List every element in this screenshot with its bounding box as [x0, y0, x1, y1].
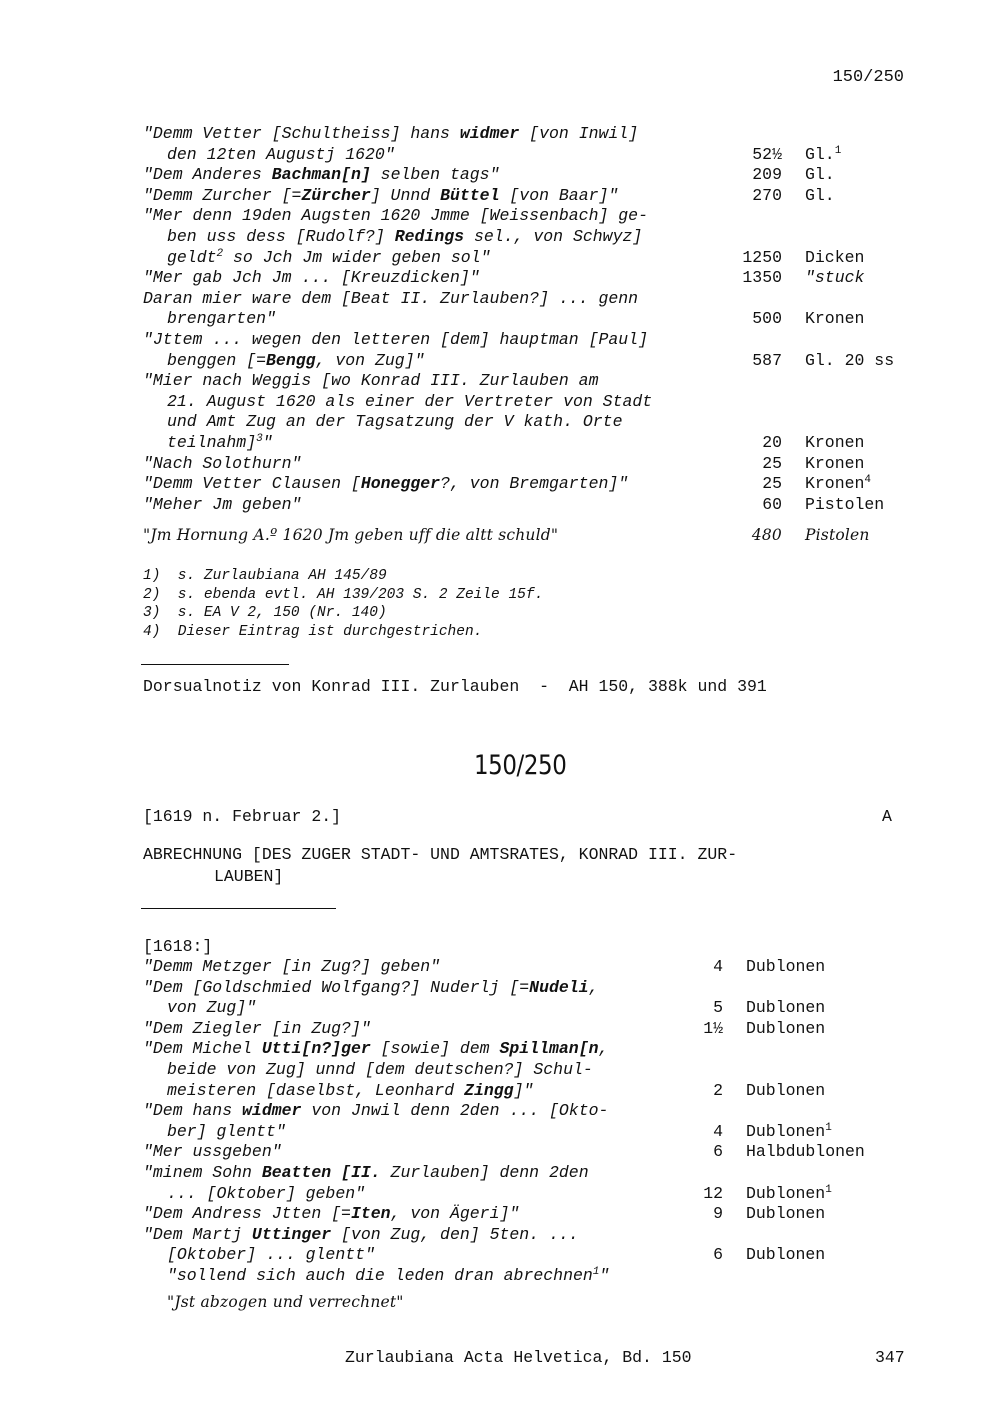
emphasized-name: Büttel: [440, 185, 500, 205]
year-label: [1618:]: [143, 937, 213, 956]
footnote: 3) s. EA V 2, 150 (Nr. 140): [143, 605, 387, 622]
footnote-ref: 3: [256, 433, 263, 445]
footer-page-number: 347: [875, 1348, 905, 1367]
entry-unit: Dublonen: [746, 957, 826, 976]
emphasized-name: Zingg: [464, 1080, 514, 1100]
entry-text: "Dem Andress Jtten [=Iten, von Ägeri]": [143, 1204, 520, 1224]
heading-line-2: LAUBEN]: [214, 867, 284, 886]
entry-text: [Oktober] ... glentt": [167, 1245, 375, 1265]
footnote: 1) s. Zurlaubiana AH 145/89: [143, 568, 387, 584]
entry-unit: Dublonen: [746, 1018, 826, 1038]
entry-text: "Mer denn 19den Augsten 1620 Jmme [Weissenbach] ge-: [143, 206, 648, 226]
entry-unit: Dublonen: [746, 1245, 826, 1265]
entry-text: "Dem Michel Utti[n?]ger [sowie] dem Spillman[n,: [143, 1039, 609, 1059]
entry-unit: Dublonen: [746, 1204, 826, 1224]
entry-unit: Gl.: [805, 185, 835, 205]
struck-entry-text: "Jm Hornung A.º 1620 Jm geben uff die altt schuld": [143, 526, 559, 544]
footnote-ref: 1: [834, 144, 842, 157]
entry-amount: 1½: [703, 1018, 723, 1038]
footer-publication: Zurlaubiana Acta Helvetica, Bd. 150: [345, 1348, 692, 1367]
footnote-ref: 2: [216, 247, 224, 260]
footnote: 4) Dieser Eintrag ist durchgestrichen.: [143, 623, 483, 640]
entry-amount: 270: [752, 185, 782, 205]
dorsal-note: Dorsualnotiz von Konrad III. Zurlauben - AH 150, 388k und 391: [143, 677, 767, 696]
heading-rule: [141, 908, 336, 909]
entry-amount: 6: [713, 1142, 723, 1162]
entry-unit: Dublonen$^1$: [746, 1121, 832, 1141]
struck-entry-unit: Pistolen: [805, 526, 870, 544]
entry-text: teilnahm]$^3$": [167, 433, 273, 452]
entry-amount: 12: [703, 1183, 723, 1203]
entry-text: beide von Zug] unnd [dem deutschen?] Schul-: [167, 1060, 593, 1079]
emphasized-name: Beatten [II.: [261, 1163, 381, 1182]
entry-unit: Pistolen: [805, 494, 885, 514]
struck-line: "Jst abzogen und verrechnet": [167, 1293, 404, 1311]
document-date: [1619 n. Februar 2.]: [143, 807, 342, 826]
entry-text: "Nach Solothurn": [143, 453, 302, 473]
emphasized-name: Bengg: [266, 350, 316, 370]
emphasized-name: Bachman[n]: [271, 165, 371, 185]
entry-text: "Dem Anderes Bachman[n] selben tags": [143, 165, 500, 185]
entry-unit: Kronen: [805, 453, 865, 473]
entry-amount: 60: [762, 494, 782, 514]
entry-unit: Kronen: [805, 433, 865, 452]
entry-text: geldt$^2$ so Jch Jm wider geben sol": [167, 247, 491, 267]
footnote: 2) s. ebenda evtl. AH 139/203 S. 2 Zeile 15f.: [143, 586, 544, 603]
entry-amount: 1350: [742, 268, 782, 288]
emphasized-name: Redings: [394, 227, 465, 246]
entry-amount: 4: [713, 1121, 723, 1141]
emphasized-name: widmer: [242, 1101, 302, 1121]
entry-text: benggen [=Bengg, von Zug]": [167, 350, 425, 370]
entry-unit: Dicken: [805, 247, 865, 267]
entry-text: "Jttem ... wegen den letteren [dem] hauptman [Paul]: [143, 330, 648, 349]
entry-text: "Dem [Goldschmied Wolfgang?] Nuderlj [=Nudeli,: [143, 977, 599, 997]
footnote-ref: 1: [592, 1266, 600, 1278]
entry-text: "Demm Vetter Clausen [Honegger?, von Bremgarten]": [143, 474, 629, 494]
entry-amount: 1250: [742, 247, 782, 267]
entry-text: Daran mier ware dem [Beat II. Zurlauben?] ... genn: [143, 288, 639, 308]
entry-text: "minem Sohn Beatten [II. Zurlauben] denn 2den: [143, 1163, 589, 1182]
document-marker: A: [882, 807, 892, 826]
divider-rule: [141, 664, 289, 665]
entry-text: ben uss dess [Rudolf?] Redings sel., von Schwyz]: [167, 227, 643, 246]
entry-amount: 25: [762, 474, 782, 494]
entry-amount: 500: [752, 309, 782, 329]
entry-amount: 5: [713, 998, 723, 1018]
entry-text: "Mer gab Jch Jm ... [Kreuzdicken]": [143, 268, 480, 288]
footnote-ref: 4: [864, 474, 872, 487]
footnote-ref: 1: [825, 1183, 832, 1196]
entry-text: "Mier nach Weggis [wo Konrad III. Zurlauben am: [143, 371, 599, 391]
entry-text: "Dem hans widmer von Jnwil denn 2den ... [Okto-: [143, 1101, 609, 1121]
emphasized-name: Nudeli: [529, 977, 589, 997]
header-page-ref: 150/250: [832, 68, 904, 87]
entry-text: von Zug]": [167, 998, 257, 1018]
entry-text: "Dem Ziegler [in Zug?]": [143, 1018, 371, 1038]
entry-amount: 52½: [752, 144, 782, 164]
entry-text: 21. August 1620 als einer der Vertreter von Stadt: [167, 391, 653, 411]
entry-text: "Meher Jm geben": [143, 494, 302, 514]
entry-text: den 12ten Augustj 1620": [167, 144, 395, 164]
emphasized-name: widmer: [459, 124, 520, 143]
entry-unit: Gl. 20 ss: [805, 350, 895, 370]
entry-amount: 20: [762, 433, 782, 452]
entry-amount: 9: [713, 1204, 723, 1224]
entry-amount: 4: [713, 957, 723, 976]
entry-text: meisteren [daselbst, Leonhard Zingg]": [167, 1080, 534, 1100]
entry-unit: Gl.: [805, 165, 835, 185]
emphasized-name: Iten: [350, 1204, 391, 1224]
emphasized-name: Utti[n?]ger: [261, 1039, 371, 1059]
entry-unit: "stuck: [805, 268, 865, 288]
entry-amount: 587: [752, 350, 782, 370]
emphasized-name: Zürcher: [301, 185, 371, 205]
entry-unit: Dublonen: [746, 1080, 826, 1100]
entry-text: und Amt Zug an der Tagsatzung der V kath. Orte: [167, 412, 623, 432]
entry-text: brengarten": [167, 309, 276, 329]
entry-text: "Dem Martj Uttinger [von Zug, den] 5ten. ...: [143, 1224, 579, 1244]
entry-text: "sollend sich auch die leden dran abrechnen$^1$": [167, 1266, 610, 1285]
entry-text: "Mer ussgeben": [143, 1142, 282, 1162]
entry-text: "Demm Metzger [in Zug?] geben": [143, 957, 441, 976]
emphasized-name: Spillman[n: [499, 1039, 599, 1059]
struck-entry-amount: 480: [751, 526, 782, 544]
entry-unit: Gl.$^1$: [805, 144, 842, 164]
entry-unit: Kronen$^4$: [805, 474, 872, 494]
entry-amount: 25: [762, 453, 782, 473]
entry-amount: 209: [752, 165, 782, 185]
emphasized-name: Honegger: [360, 474, 441, 494]
section-title: 150/250: [474, 750, 567, 781]
entry-unit: Dublonen: [746, 998, 826, 1018]
entry-unit: Halbdublonen: [746, 1142, 865, 1162]
entry-unit: Kronen: [805, 309, 865, 329]
entry-amount: 2: [713, 1080, 723, 1100]
footnote-ref: 1: [825, 1121, 832, 1134]
entry-unit: Dublonen$^1$: [746, 1183, 832, 1203]
emphasized-name: Uttinger: [251, 1224, 332, 1244]
entry-amount: 6: [713, 1245, 723, 1265]
entry-text: ... [Oktober] geben": [167, 1183, 366, 1203]
entry-text: ber] glentt": [167, 1121, 286, 1141]
heading-line-1: ABRECHNUNG [DES ZUGER STADT- UND AMTSRATES, KONRAD III. ZUR-: [143, 845, 738, 864]
entry-text: "Demm Vetter [Schultheiss] hans widmer [von Inwil]: [143, 124, 639, 143]
entry-text: "Demm Zurcher [=Zürcher] Unnd Büttel [von Baar]": [143, 185, 619, 205]
